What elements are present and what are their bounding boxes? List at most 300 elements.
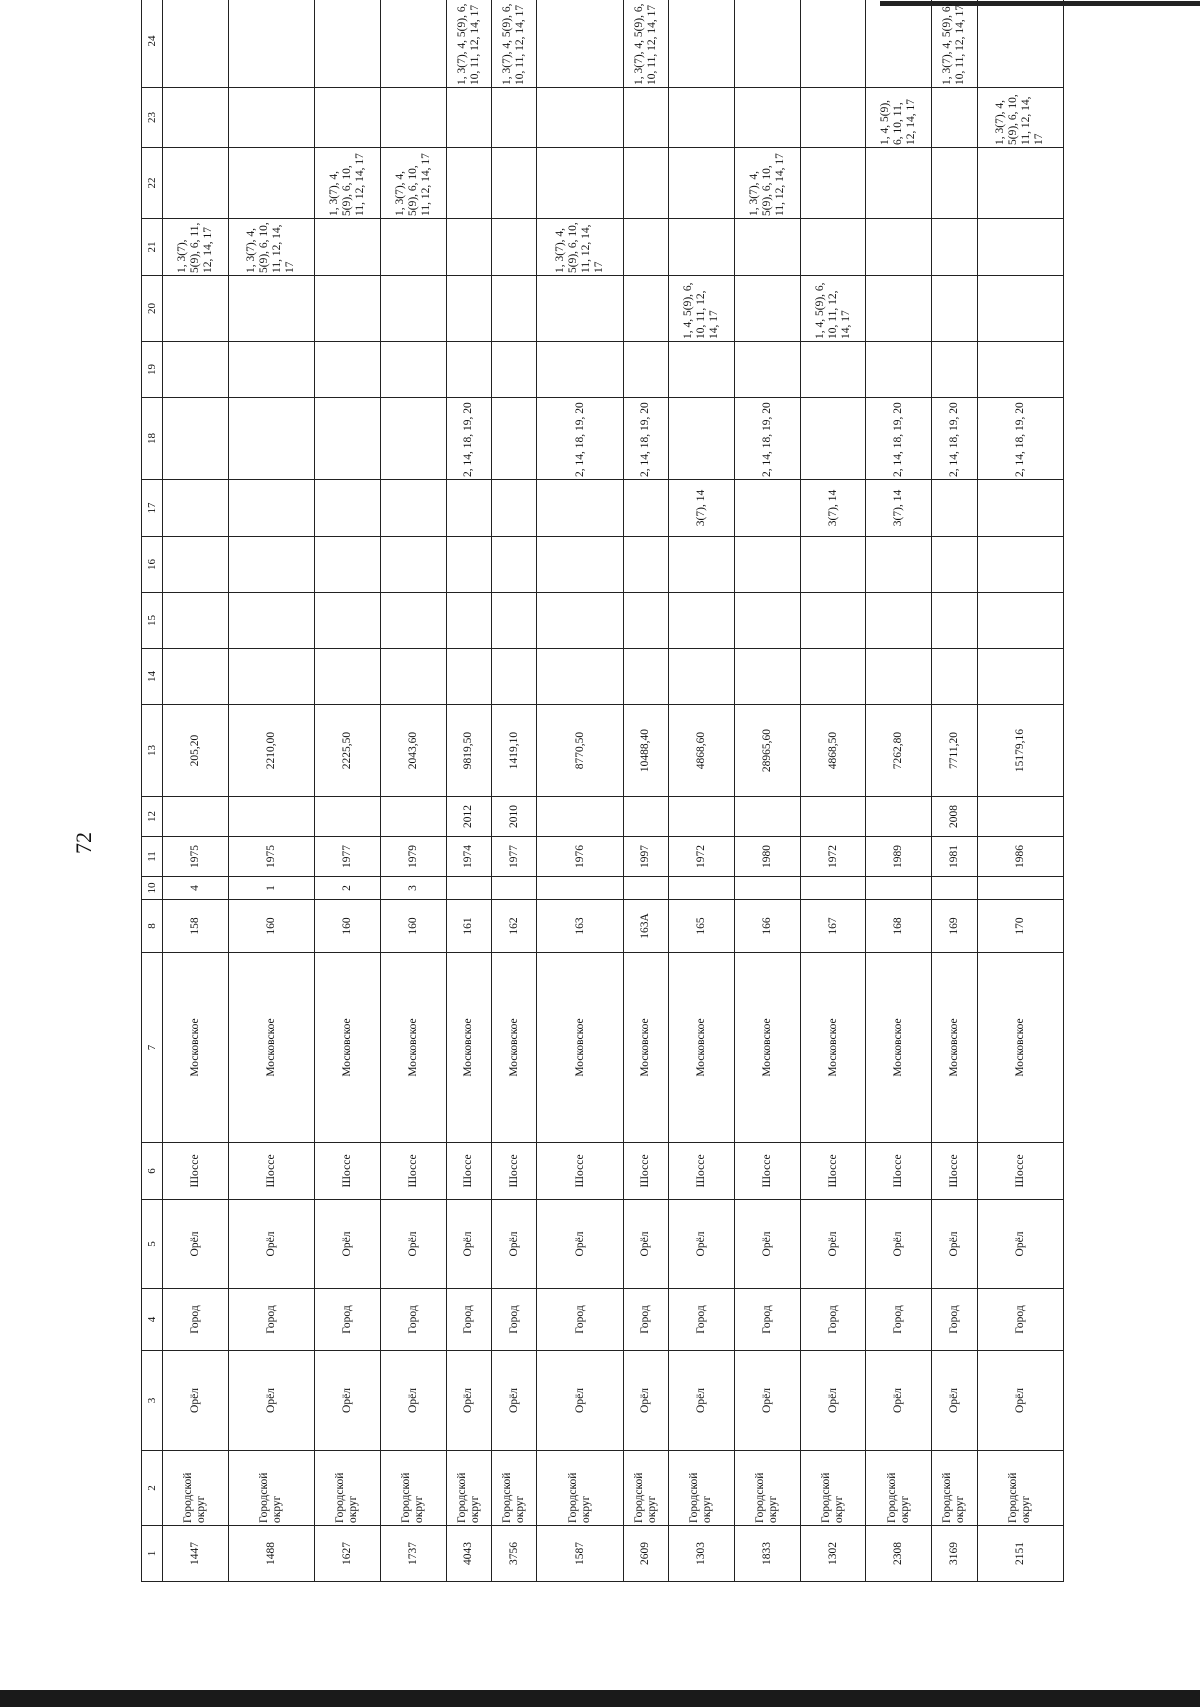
column-number-18: 18 [142, 398, 163, 480]
cell-col-8: 160 [228, 900, 314, 953]
cell-col-10 [800, 877, 866, 900]
cell-col-16 [734, 537, 800, 593]
column-number-1: 1 [142, 1526, 163, 1582]
cell-col-14 [228, 649, 314, 705]
cell-col-12 [977, 797, 1063, 837]
cell-col-24: 1, 3(7), 4, 5(9), 6, 10, 11, 12, 14, 17 [932, 0, 977, 88]
cell-col-14 [734, 649, 800, 705]
cell-col-2: Городской округ [669, 1451, 735, 1526]
cell-col-3: Орёл [866, 1351, 932, 1451]
cell-col-5: Орёл [977, 1200, 1063, 1289]
cell-col-10 [492, 877, 537, 900]
cell-col-13: 2043,60 [380, 705, 446, 797]
column-number-16: 16 [142, 537, 163, 593]
cell-col-6: Шоссе [446, 1143, 491, 1200]
cell-col-13: 4868,60 [669, 705, 735, 797]
cell-col-15 [228, 593, 314, 649]
cell-col-23: 1, 3(7), 4, 5(9), 6, 10, 11, 12, 14, 17 [977, 88, 1063, 148]
cell-col-6: Шоссе [314, 1143, 380, 1200]
column-number-12: 12 [142, 797, 163, 837]
bottom-bar [0, 1690, 1200, 1707]
cell-col-8: 168 [866, 900, 932, 953]
cell-col-14 [492, 649, 537, 705]
cell-col-4: Город [866, 1289, 932, 1351]
cell-col-2: Городской округ [228, 1451, 314, 1526]
cell-col-1: 1303 [669, 1526, 735, 1582]
cell-col-18 [492, 398, 537, 480]
cell-col-24 [537, 0, 623, 88]
cell-col-18: 2, 14, 18, 19, 20 [932, 398, 977, 480]
cell-col-19 [537, 342, 623, 398]
cell-col-21 [623, 219, 668, 276]
cell-col-19 [446, 342, 491, 398]
cell-col-7: Московское [866, 953, 932, 1143]
cell-col-21 [932, 219, 977, 276]
cell-col-19 [800, 342, 866, 398]
cell-col-13: 1419,10 [492, 705, 537, 797]
cell-col-13: 10488,40 [623, 705, 668, 797]
cell-col-21 [446, 219, 491, 276]
cell-col-20 [932, 276, 977, 342]
cell-col-17: 3(7), 14 [866, 480, 932, 537]
cell-col-22 [623, 148, 668, 219]
cell-col-22 [163, 148, 229, 219]
cell-col-13: 4868,50 [800, 705, 866, 797]
cell-col-4: Город [932, 1289, 977, 1351]
cell-col-14 [977, 649, 1063, 705]
cell-col-3: Орёл [492, 1351, 537, 1451]
cell-col-22 [537, 148, 623, 219]
cell-col-1: 4043 [446, 1526, 491, 1582]
column-number-5: 5 [142, 1200, 163, 1289]
cell-col-21 [492, 219, 537, 276]
cell-col-19 [866, 342, 932, 398]
cell-col-1: 2609 [623, 1526, 668, 1582]
cell-col-13: 2225,50 [314, 705, 380, 797]
cell-col-16 [866, 537, 932, 593]
cell-col-19 [380, 342, 446, 398]
cell-col-14 [669, 649, 735, 705]
cell-col-21 [669, 219, 735, 276]
cell-col-2: Городской округ [623, 1451, 668, 1526]
cell-col-10 [669, 877, 735, 900]
cell-col-22: 1, 3(7), 4, 5(9), 6, 10, 11, 12, 14, 17 [734, 148, 800, 219]
cell-col-20 [314, 276, 380, 342]
cell-col-23 [314, 88, 380, 148]
cell-col-16 [800, 537, 866, 593]
cell-col-1: 1587 [537, 1526, 623, 1582]
cell-col-5: Орёл [163, 1200, 229, 1289]
cell-col-18: 2, 14, 18, 19, 20 [537, 398, 623, 480]
cell-col-5: Орёл [866, 1200, 932, 1289]
cell-col-21: 1, 3(7), 4, 5(9), 6, 10, 11, 12, 14, 17 [228, 219, 314, 276]
column-number-6: 6 [142, 1143, 163, 1200]
cell-col-18 [800, 398, 866, 480]
cell-col-14 [623, 649, 668, 705]
cell-col-18 [314, 398, 380, 480]
table-row [492, 0, 537, 1582]
table-row [977, 0, 1063, 1582]
cell-col-14 [446, 649, 491, 705]
cell-col-24 [669, 0, 735, 88]
cell-col-22 [866, 148, 932, 219]
cell-col-12: 2010 [492, 797, 537, 837]
cell-col-2: Городской округ [977, 1451, 1063, 1526]
table-row [800, 0, 866, 1582]
table-row [314, 0, 380, 1582]
cell-col-4: Город [492, 1289, 537, 1351]
cell-col-19 [163, 342, 229, 398]
rotated-table-wrapper [141, 3, 1064, 1582]
cell-col-24 [977, 0, 1063, 88]
cell-col-3: Орёл [314, 1351, 380, 1451]
cell-col-21 [977, 219, 1063, 276]
cell-col-16 [492, 537, 537, 593]
cell-col-12 [734, 797, 800, 837]
cell-col-1: 1488 [228, 1526, 314, 1582]
cell-col-8: 161 [446, 900, 491, 953]
cell-col-21 [866, 219, 932, 276]
cell-col-15 [800, 593, 866, 649]
cell-col-5: Орёл [492, 1200, 537, 1289]
column-number-13: 13 [142, 705, 163, 797]
cell-col-17 [734, 480, 800, 537]
cell-col-16 [977, 537, 1063, 593]
cell-col-19 [623, 342, 668, 398]
cell-col-10 [537, 877, 623, 900]
cell-col-1: 3756 [492, 1526, 537, 1582]
cell-col-7: Московское [380, 953, 446, 1143]
cell-col-7: Московское [932, 953, 977, 1143]
cell-col-19 [932, 342, 977, 398]
cell-col-12 [669, 797, 735, 837]
cell-col-16 [228, 537, 314, 593]
cell-col-23 [734, 88, 800, 148]
cell-col-4: Город [623, 1289, 668, 1351]
table-row [866, 0, 932, 1582]
cell-col-18: 2, 14, 18, 19, 20 [623, 398, 668, 480]
cell-col-8: 160 [314, 900, 380, 953]
cell-col-1: 1627 [314, 1526, 380, 1582]
cell-col-24 [866, 0, 932, 88]
cell-col-13: 15179,16 [977, 705, 1063, 797]
cell-col-20 [228, 276, 314, 342]
cell-col-22 [932, 148, 977, 219]
cell-col-15 [977, 593, 1063, 649]
cell-col-3: Орёл [380, 1351, 446, 1451]
cell-col-12: 2012 [446, 797, 491, 837]
cell-col-8: 160 [380, 900, 446, 953]
cell-col-19 [228, 342, 314, 398]
cell-col-13: 9819,50 [446, 705, 491, 797]
cell-col-24 [314, 0, 380, 88]
cell-col-7: Московское [977, 953, 1063, 1143]
cell-col-11: 1975 [163, 837, 229, 877]
cell-col-23 [163, 88, 229, 148]
cell-col-17 [446, 480, 491, 537]
cell-col-5: Орёл [800, 1200, 866, 1289]
cell-col-4: Город [446, 1289, 491, 1351]
cell-col-3: Орёл [163, 1351, 229, 1451]
cell-col-20 [380, 276, 446, 342]
cell-col-3: Орёл [623, 1351, 668, 1451]
cell-col-17: 3(7), 14 [669, 480, 735, 537]
column-number-20: 20 [142, 276, 163, 342]
cell-col-7: Московское [669, 953, 735, 1143]
cell-col-7: Московское [734, 953, 800, 1143]
cell-col-3: Орёл [800, 1351, 866, 1451]
column-number-7: 7 [142, 953, 163, 1143]
cell-col-15 [734, 593, 800, 649]
cell-col-22 [669, 148, 735, 219]
cell-col-24 [800, 0, 866, 88]
cell-col-15 [492, 593, 537, 649]
cell-col-6: Шоссе [669, 1143, 735, 1200]
cell-col-6: Шоссе [380, 1143, 446, 1200]
cell-col-3: Орёл [932, 1351, 977, 1451]
cell-col-1: 1302 [800, 1526, 866, 1582]
cell-col-10: 1 [228, 877, 314, 900]
cell-col-7: Московское [800, 953, 866, 1143]
column-number-23: 23 [142, 88, 163, 148]
cell-col-7: Московское [492, 953, 537, 1143]
cell-col-17 [977, 480, 1063, 537]
cell-col-23 [446, 88, 491, 148]
cell-col-5: Орёл [669, 1200, 735, 1289]
cell-col-18: 2, 14, 18, 19, 20 [866, 398, 932, 480]
cell-col-24 [163, 0, 229, 88]
cell-col-13: 2210,00 [228, 705, 314, 797]
cell-col-7: Московское [314, 953, 380, 1143]
cell-col-20 [623, 276, 668, 342]
cell-col-12 [380, 797, 446, 837]
cell-col-6: Шоссе [734, 1143, 800, 1200]
cell-col-21: 1, 3(7), 5(9), 6, 11, 12, 14, 17 [163, 219, 229, 276]
table-row [228, 0, 314, 1582]
cell-col-22 [492, 148, 537, 219]
cell-col-24 [380, 0, 446, 88]
cell-col-2: Городской округ [866, 1451, 932, 1526]
cell-col-16 [163, 537, 229, 593]
cell-col-5: Орёл [537, 1200, 623, 1289]
cell-col-15 [446, 593, 491, 649]
cell-col-11: 1977 [492, 837, 537, 877]
cell-col-6: Шоссе [623, 1143, 668, 1200]
cell-col-17 [492, 480, 537, 537]
cell-col-23 [669, 88, 735, 148]
table-row [623, 0, 668, 1582]
cell-col-6: Шоссе [932, 1143, 977, 1200]
cell-col-1: 1447 [163, 1526, 229, 1582]
cell-col-8: 165 [669, 900, 735, 953]
cell-col-8: 163А [623, 900, 668, 953]
cell-col-23: 1, 4, 5(9), 6, 10, 11, 12, 14, 17 [866, 88, 932, 148]
cell-col-6: Шоссе [537, 1143, 623, 1200]
cell-col-2: Городской округ [800, 1451, 866, 1526]
cell-col-12 [866, 797, 932, 837]
cell-col-23 [380, 88, 446, 148]
column-number-8: 8 [142, 900, 163, 953]
table-row [669, 0, 735, 1582]
cell-col-11: 1979 [380, 837, 446, 877]
column-number-row [142, 0, 163, 1582]
cell-col-11: 1972 [800, 837, 866, 877]
cell-col-5: Орёл [932, 1200, 977, 1289]
cell-col-22 [228, 148, 314, 219]
cell-col-23 [228, 88, 314, 148]
cell-col-14 [932, 649, 977, 705]
cell-col-20 [446, 276, 491, 342]
cell-col-23 [800, 88, 866, 148]
register-table [141, 0, 1064, 1582]
cell-col-2: Городской округ [380, 1451, 446, 1526]
cell-col-22 [977, 148, 1063, 219]
cell-col-18 [228, 398, 314, 480]
cell-col-16 [446, 537, 491, 593]
cell-col-23 [932, 88, 977, 148]
cell-col-2: Городской округ [734, 1451, 800, 1526]
column-number-11: 11 [142, 837, 163, 877]
cell-col-11: 1980 [734, 837, 800, 877]
cell-col-5: Орёл [228, 1200, 314, 1289]
cell-col-2: Городской округ [537, 1451, 623, 1526]
cell-col-1: 1833 [734, 1526, 800, 1582]
cell-col-6: Шоссе [163, 1143, 229, 1200]
page-number: 72 [71, 832, 96, 854]
cell-col-4: Город [228, 1289, 314, 1351]
cell-col-11: 1981 [932, 837, 977, 877]
cell-col-2: Городской округ [932, 1451, 977, 1526]
cell-col-11: 1976 [537, 837, 623, 877]
cell-col-4: Город [669, 1289, 735, 1351]
cell-col-17 [163, 480, 229, 537]
cell-col-15 [866, 593, 932, 649]
cell-col-15 [623, 593, 668, 649]
cell-col-8: 169 [932, 900, 977, 953]
cell-col-10 [932, 877, 977, 900]
cell-col-12 [314, 797, 380, 837]
cell-col-20: 1, 4, 5(9), 6, 10, 11, 12, 14, 17 [669, 276, 735, 342]
cell-col-5: Орёл [380, 1200, 446, 1289]
column-number-3: 3 [142, 1351, 163, 1451]
cell-col-19 [734, 342, 800, 398]
column-number-2: 2 [142, 1451, 163, 1526]
cell-col-10: 3 [380, 877, 446, 900]
column-number-21: 21 [142, 219, 163, 276]
cell-col-24: 1, 3(7), 4, 5(9), 6, 10, 11, 12, 14, 17 [492, 0, 537, 88]
cell-col-12 [623, 797, 668, 837]
cell-col-14 [800, 649, 866, 705]
cell-col-21: 1, 3(7), 4, 5(9), 6, 10, 11, 12, 14, 17 [537, 219, 623, 276]
cell-col-20 [734, 276, 800, 342]
cell-col-13: 8770,50 [537, 705, 623, 797]
cell-col-12 [228, 797, 314, 837]
cell-col-1: 3169 [932, 1526, 977, 1582]
cell-col-16 [669, 537, 735, 593]
cell-col-7: Московское [537, 953, 623, 1143]
cell-col-5: Орёл [446, 1200, 491, 1289]
column-number-15: 15 [142, 593, 163, 649]
cell-col-7: Московское [163, 953, 229, 1143]
cell-col-24: 1, 3(7), 4, 5(9), 6, 10, 11, 12, 14, 17 [446, 0, 491, 88]
cell-col-17 [228, 480, 314, 537]
cell-col-20 [977, 276, 1063, 342]
cell-col-7: Московское [228, 953, 314, 1143]
cell-col-10 [977, 877, 1063, 900]
cell-col-18: 2, 14, 18, 19, 20 [734, 398, 800, 480]
cell-col-23 [623, 88, 668, 148]
cell-col-7: Московское [623, 953, 668, 1143]
cell-col-8: 163 [537, 900, 623, 953]
table-row [734, 0, 800, 1582]
column-number-17: 17 [142, 480, 163, 537]
cell-col-13: 7711,20 [932, 705, 977, 797]
cell-col-19 [492, 342, 537, 398]
cell-col-1: 2308 [866, 1526, 932, 1582]
cell-col-1: 2151 [977, 1526, 1063, 1582]
cell-col-15 [380, 593, 446, 649]
cell-col-16 [623, 537, 668, 593]
cell-col-4: Город [800, 1289, 866, 1351]
cell-col-6: Шоссе [228, 1143, 314, 1200]
cell-col-11: 1997 [623, 837, 668, 877]
column-number-10: 10 [142, 877, 163, 900]
cell-col-5: Орёл [623, 1200, 668, 1289]
cell-col-18 [669, 398, 735, 480]
cell-col-16 [932, 537, 977, 593]
cell-col-22: 1, 3(7), 4, 5(9), 6, 10, 11, 12, 14, 17 [314, 148, 380, 219]
cell-col-18: 2, 14, 18, 19, 20 [446, 398, 491, 480]
cell-col-22: 1, 3(7), 4, 5(9), 6, 10, 11, 12, 14, 17 [380, 148, 446, 219]
cell-col-6: Шоссе [800, 1143, 866, 1200]
cell-col-13: 7262,80 [866, 705, 932, 797]
cell-col-14 [537, 649, 623, 705]
cell-col-16 [537, 537, 623, 593]
cell-col-3: Орёл [537, 1351, 623, 1451]
cell-col-11: 1974 [446, 837, 491, 877]
cell-col-5: Орёл [734, 1200, 800, 1289]
cell-col-3: Орёл [228, 1351, 314, 1451]
cell-col-18 [380, 398, 446, 480]
cell-col-20 [866, 276, 932, 342]
cell-col-4: Город [734, 1289, 800, 1351]
cell-col-21 [314, 219, 380, 276]
cell-col-17 [380, 480, 446, 537]
cell-col-16 [380, 537, 446, 593]
cell-col-10 [866, 877, 932, 900]
cell-col-10 [623, 877, 668, 900]
cell-col-17 [932, 480, 977, 537]
cell-col-14 [866, 649, 932, 705]
table-row [932, 0, 977, 1582]
cell-col-8: 170 [977, 900, 1063, 953]
cell-col-20 [163, 276, 229, 342]
cell-col-15 [669, 593, 735, 649]
column-number-14: 14 [142, 649, 163, 705]
cell-col-20 [537, 276, 623, 342]
cell-col-15 [314, 593, 380, 649]
cell-col-20: 1, 4, 5(9), 6, 10, 11, 12, 14, 17 [800, 276, 866, 342]
cell-col-19 [669, 342, 735, 398]
cell-col-12: 2008 [932, 797, 977, 837]
cell-col-22 [446, 148, 491, 219]
table-row [163, 0, 229, 1582]
cell-col-11: 1986 [977, 837, 1063, 877]
cell-col-17 [537, 480, 623, 537]
table-row [446, 0, 491, 1582]
cell-col-8: 158 [163, 900, 229, 953]
cell-col-10: 2 [314, 877, 380, 900]
